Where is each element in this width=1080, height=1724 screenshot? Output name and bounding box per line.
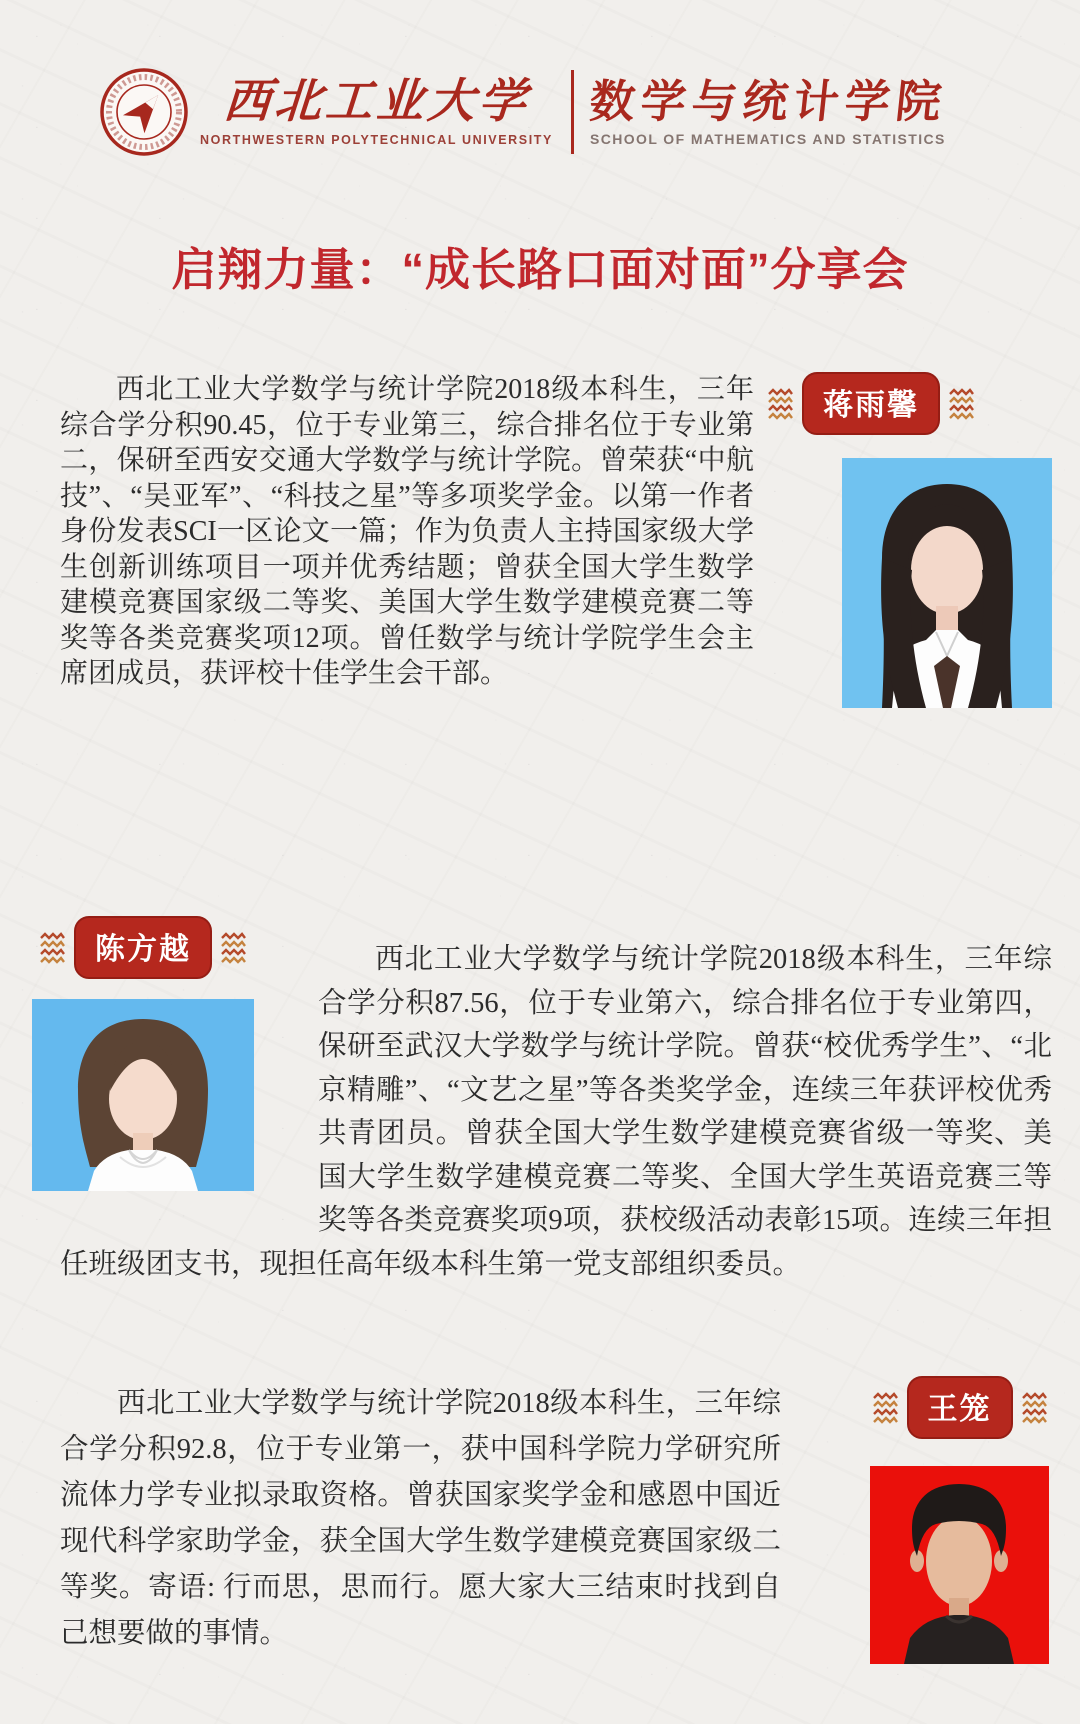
poster-title: 启翔力量：“成长路口面对面”分享会 (171, 244, 909, 295)
bio-text: 西北工业大学数学与统计学院2018级本科生，三年综合学分积90.45，位于专业第三，综合排名位于专业第二，保研至西安交通大学数学与统计学院。曾荣获“中航技”、“吴亚军”、“科技之星”等多项奖学金。以第一作者身份发表SCI一区论文一篇；作为负责人主持国家级大学生创新训练项目一项并优秀结题；曾获全国大学生数学建模竞赛国家级二等奖、美国大学生数学建模竞赛二等奖等各类竞赛奖项12项。曾任数学与统计学院学生会主席团成员，获评校十佳学生会干部。 (60, 374, 754, 689)
zigzag-ornament-icon (40, 932, 65, 964)
zigzag-ornament-icon (873, 1392, 898, 1424)
school-block (587, 75, 950, 148)
bio-text: 西北工业大学数学与统计学院2018级本科生，三年综合学分积87.56，位于专业第六，综合排名位于专业第四，保研至武汉大学数学与统计学院。曾获“校优秀学生”、“北京精雕”、“文艺之星”等各类奖学金，连续三年获评校优秀共青团员。曾获全国大学生数学建模竞赛省级一等奖、美国大学生数学建模竞赛二等奖、全国大学生英语竞赛三等奖等各类竞赛奖项9项，获校级活动表彰15项。连续三年担任班级团支书，现担任高年级本科生第一党支部组织委员。 (60, 944, 1052, 1280)
zigzag-ornament-icon (1022, 1392, 1047, 1424)
profile-side-box (823, 372, 1052, 708)
name-tag (907, 1376, 1013, 1439)
header-divider (571, 70, 574, 154)
name-tag-row (867, 1376, 1052, 1439)
school-name-cn: 数学与统计学院 (587, 75, 950, 127)
name-tag-label: 王笼 (927, 1393, 992, 1426)
profile-section-wang-long (60, 1376, 1052, 1664)
name-tag-label: 陈方越 (95, 933, 191, 966)
profile-side-box (32, 916, 254, 1191)
npu-logo (98, 66, 190, 158)
zigzag-ornament-icon (949, 388, 974, 420)
school-name-en: SCHOOL OF MATHEMATICS AND STATISTICS (589, 131, 946, 148)
profile-section-jiang-yuxin (60, 372, 1052, 738)
university-block (200, 77, 553, 147)
university-name-en: NORTHWESTERN POLYTECHNICAL UNIVERSITY (200, 132, 553, 147)
student-photo-chen-fangyue (32, 999, 254, 1191)
name-tag-row (32, 916, 254, 979)
zigzag-ornament-icon (221, 932, 246, 964)
name-tag-row (766, 372, 976, 435)
student-photo-wang-long (870, 1466, 1049, 1664)
name-tag (74, 916, 212, 979)
student-photo-jiang-yuxin (842, 458, 1052, 708)
name-tag-label: 蒋雨馨 (823, 389, 919, 422)
profile-side-box (867, 1376, 1052, 1664)
profile-section-chen-fangyue (60, 916, 1052, 1286)
zigzag-ornament-icon (768, 388, 793, 420)
bio-text: 西北工业大学数学与统计学院2018级本科生，三年综合学分积92.8，位于专业第一，获中国科学院力学研究所流体力学专业拟录取资格。曾获国家奖学金和感恩中国近现代科学家助学金，获全国大学生数学建模竞赛国家级二等奖。寄语: 行而思，思而行。愿大家大三结束时找到自己想要做的事情。 (60, 1388, 781, 1649)
university-name-cn: 西北工业大学 (221, 76, 532, 129)
header (98, 66, 1020, 158)
name-tag (802, 372, 940, 435)
